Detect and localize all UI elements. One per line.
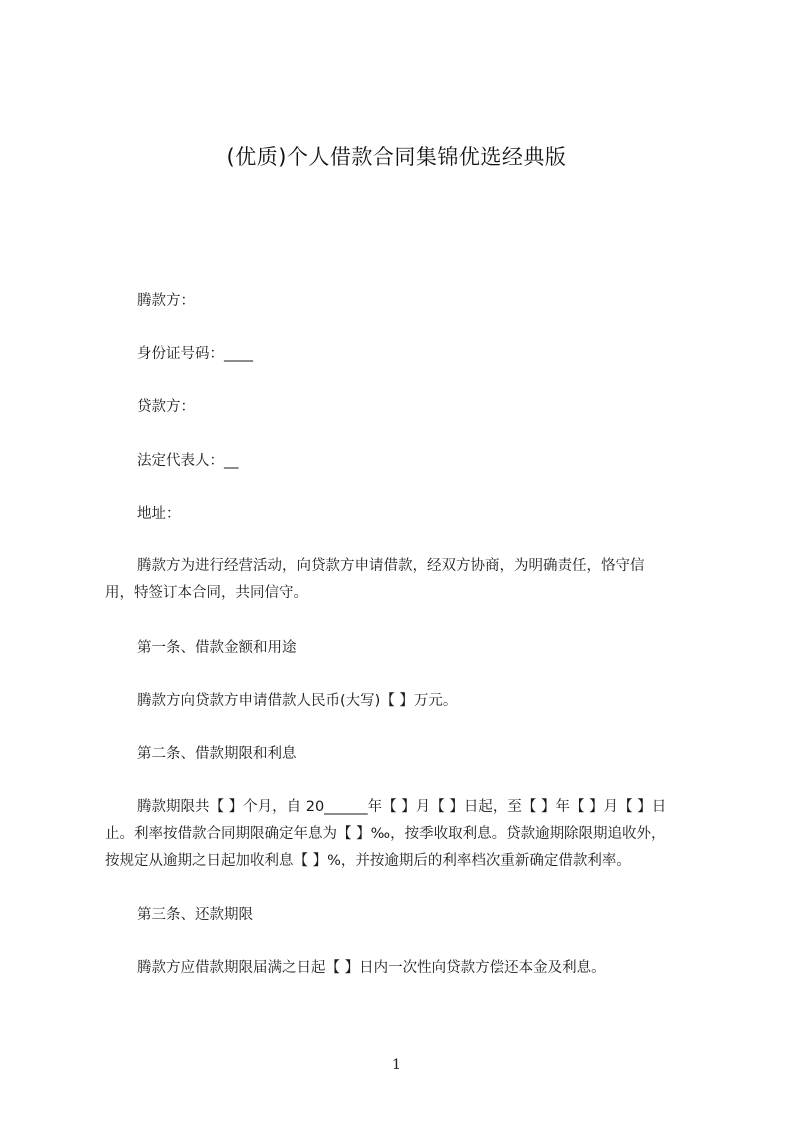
id-number-field: 身份证号码：____	[137, 346, 253, 362]
article2-body	[105, 794, 705, 875]
intro-line-1: 腾款方为进行经营活动，向贷款方申请借款，经双方协商，为明确责任，恪守信	[137, 558, 645, 574]
intro-paragraph	[105, 553, 705, 607]
intro-line-2: 用，特签订本合同，共同信守。	[105, 585, 308, 601]
article1-heading: 第一条、借款金额和用途	[137, 640, 297, 656]
borrower-field: 腾款方：	[137, 293, 195, 309]
article2-line-3: 按规定从逾期之日起加收利息【 】%，并按逾期后的利率档次重新确定借款利率。	[105, 853, 631, 869]
article3-body: 腾款方应借款期限届满之日起【 】日内一次性向贷款方偿还本金及利息。	[137, 960, 606, 976]
article3-heading: 第三条、还款期限	[137, 907, 253, 923]
article1-body: 腾款方向贷款方申请借款人民币(大写)【 】万元。	[137, 693, 458, 709]
legal-rep-field: 法定代表人：__	[137, 453, 239, 469]
document-title: (优质)个人借款合同集锦优选经典版	[226, 145, 567, 169]
article2-line-1: 腾款期限共【 】个月，自 20______年【 】月【 】日起，至【 】年【 】月【 】日	[137, 799, 667, 815]
address-field: 地址：	[137, 506, 181, 522]
lender-field: 贷款方：	[137, 399, 195, 415]
article2-line-2: 止。利率按借款合同期限确定年息为【 】‰，按季收取利息。贷款逾期除限期追收外，	[105, 826, 666, 842]
page-number: 1	[392, 1057, 401, 1073]
article2-heading: 第二条、借款期限和利息	[137, 746, 297, 762]
